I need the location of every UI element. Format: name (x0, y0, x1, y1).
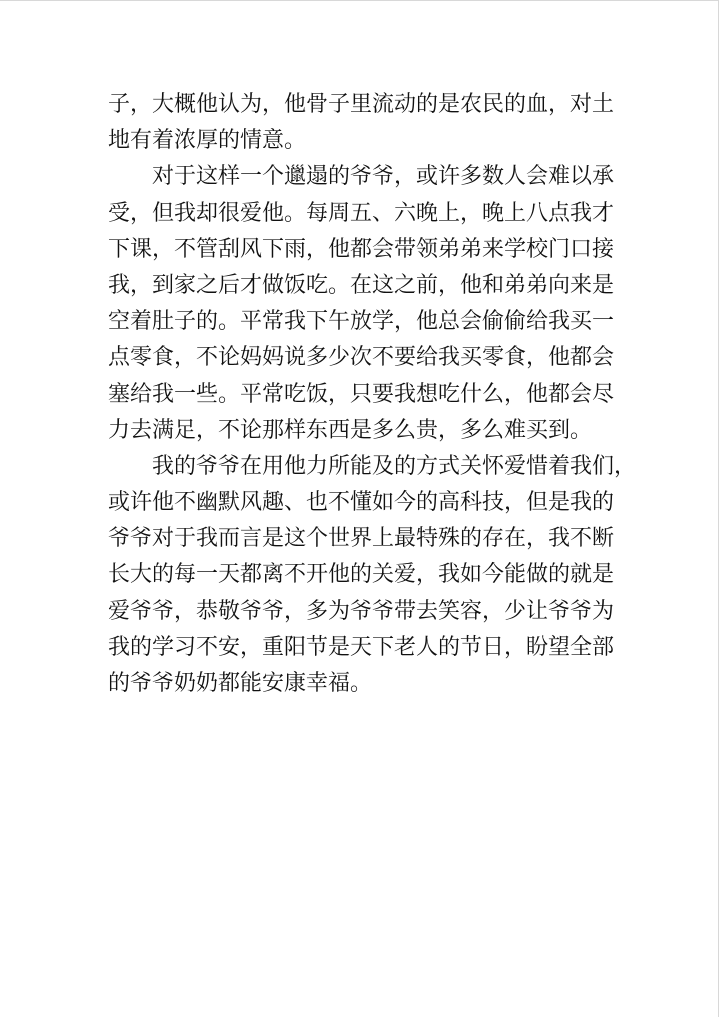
text-line: 爷爷对于我而言是这个世界上最特殊的存在，我不断 (108, 526, 615, 552)
text-line: 地有着浓厚的情意。 (108, 128, 307, 154)
text-line: 点零食，不论妈妈说多少次不要给我买零食，他都会 (108, 345, 615, 371)
text-line: 受，但我却很爱他。每周五、六晚上，晚上八点我才 (108, 200, 615, 226)
text-line: 我的学习不安，重阳节是天下老人的节日，盼望全部 (108, 634, 615, 660)
text-line: 长大的每一天都离不开他的关爱，我如今能做的就是 (108, 562, 615, 588)
text-line: 爱爷爷，恭敬爷爷，多为爷爷带去笑容，少让爷爷为 (108, 598, 615, 624)
body-text (108, 87, 637, 702)
text-line: 塞给我一些。平常吃饭，只要我想吃什么，他都会尽 (108, 381, 615, 407)
text-line: 力去满足，不论那样东西是多么贵，多么难买到。 (108, 417, 593, 443)
text-line: 下课，不管刮风下雨，他都会带领弟弟来学校门口接 (108, 236, 615, 262)
text-line: 我，到家之后才做饭吃。在这之前，他和弟弟向来是 (108, 272, 615, 298)
text-line: 的爷爷奶奶都能安康幸福。 (108, 671, 373, 696)
text-line: 或许他不幽默风趣、也不懂如今的高科技，但是我的 (108, 490, 615, 516)
paragraph-start-line: 对于这样一个邋遢的爷爷，或许多数人会难以承 (152, 164, 615, 190)
text-line: 子，大概他认为，他骨子里流动的是农民的血，对土 (108, 92, 615, 117)
paragraph-start-line: 我的爷爷在用他力所能及的方式关怀爱惜着我们， (152, 453, 637, 479)
text-line: 空着肚子的。平常我下午放学，他总会偷偷给我买一 (108, 309, 615, 335)
